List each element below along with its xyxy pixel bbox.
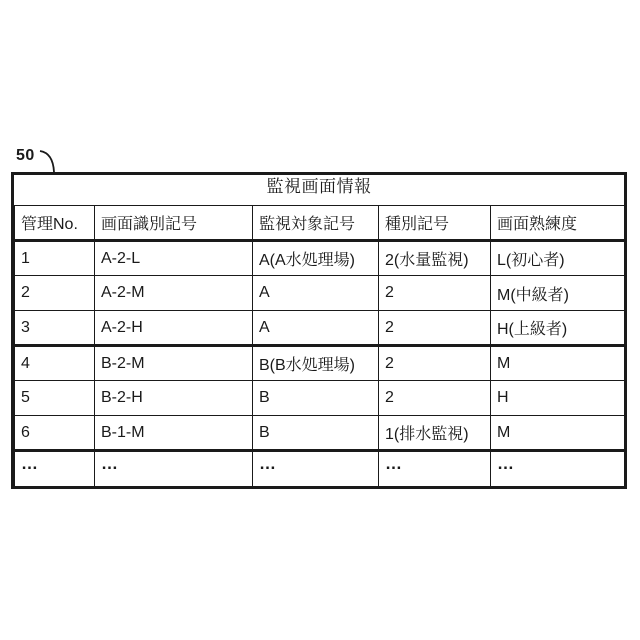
table-cell: M (491, 346, 625, 381)
table-cell: A (253, 276, 379, 311)
table-cell: B(B水処理場) (253, 346, 379, 381)
monitoring-screen-info-table (11, 172, 627, 489)
table-cell: B-1-M (95, 416, 253, 451)
table-cell: M (491, 416, 625, 451)
table-row-ellipsis (15, 451, 625, 487)
table-row (15, 276, 625, 311)
leader-line-50 (40, 151, 54, 172)
table-cell: 2 (379, 346, 491, 381)
table-cell: 5 (15, 381, 95, 416)
table-cell: … (491, 451, 625, 487)
table-cell: 1(排水監視) (379, 416, 491, 451)
table-cell: M(中級者) (491, 276, 625, 311)
table-cell: L(初心者) (491, 241, 625, 276)
header-cell-management-no: 管理No. (15, 206, 95, 241)
table-cell: A-2-L (95, 241, 253, 276)
table-cell: B (253, 381, 379, 416)
table-title: 監視画面情報 (266, 177, 372, 196)
table-cell: B-2-H (95, 381, 253, 416)
table-row (15, 381, 625, 416)
table-cell: 4 (15, 346, 95, 381)
table-cell: 1 (15, 241, 95, 276)
table-cell: … (253, 451, 379, 487)
table-cell: A-2-M (95, 276, 253, 311)
table-cell: … (95, 451, 253, 487)
header-row (15, 206, 625, 241)
table-cell: 2 (379, 276, 491, 311)
table-cell: 3 (15, 311, 95, 346)
table-cell: B (253, 416, 379, 451)
table-cell: H(上級者) (491, 311, 625, 346)
header-cell-screen-proficiency: 画面熟練度 (491, 206, 625, 241)
table-cell: 6 (15, 416, 95, 451)
header-cell-type-symbol: 種別記号 (379, 206, 491, 241)
table-cell: H (491, 381, 625, 416)
ref-label-50: 50 (16, 147, 35, 164)
table-cell: A-2-H (95, 311, 253, 346)
header-cell-screen-id-symbol: 画面識別記号 (95, 206, 253, 241)
table-row (15, 241, 625, 276)
table-cell: … (15, 451, 95, 487)
table-row (15, 311, 625, 346)
monitoring-table-grid (14, 205, 625, 487)
table-cell: 2 (15, 276, 95, 311)
table-caption (14, 175, 624, 205)
table-cell: A(A水処理場) (253, 241, 379, 276)
table-cell: B-2-M (95, 346, 253, 381)
table-row (15, 346, 625, 381)
table-cell: 2(水量監視) (379, 241, 491, 276)
table-cell: … (379, 451, 491, 487)
table-cell: 2 (379, 311, 491, 346)
table-row (15, 416, 625, 451)
table-cell: A (253, 311, 379, 346)
table-cell: 2 (379, 381, 491, 416)
header-cell-monitoring-target-symbol: 監視対象記号 (253, 206, 379, 241)
